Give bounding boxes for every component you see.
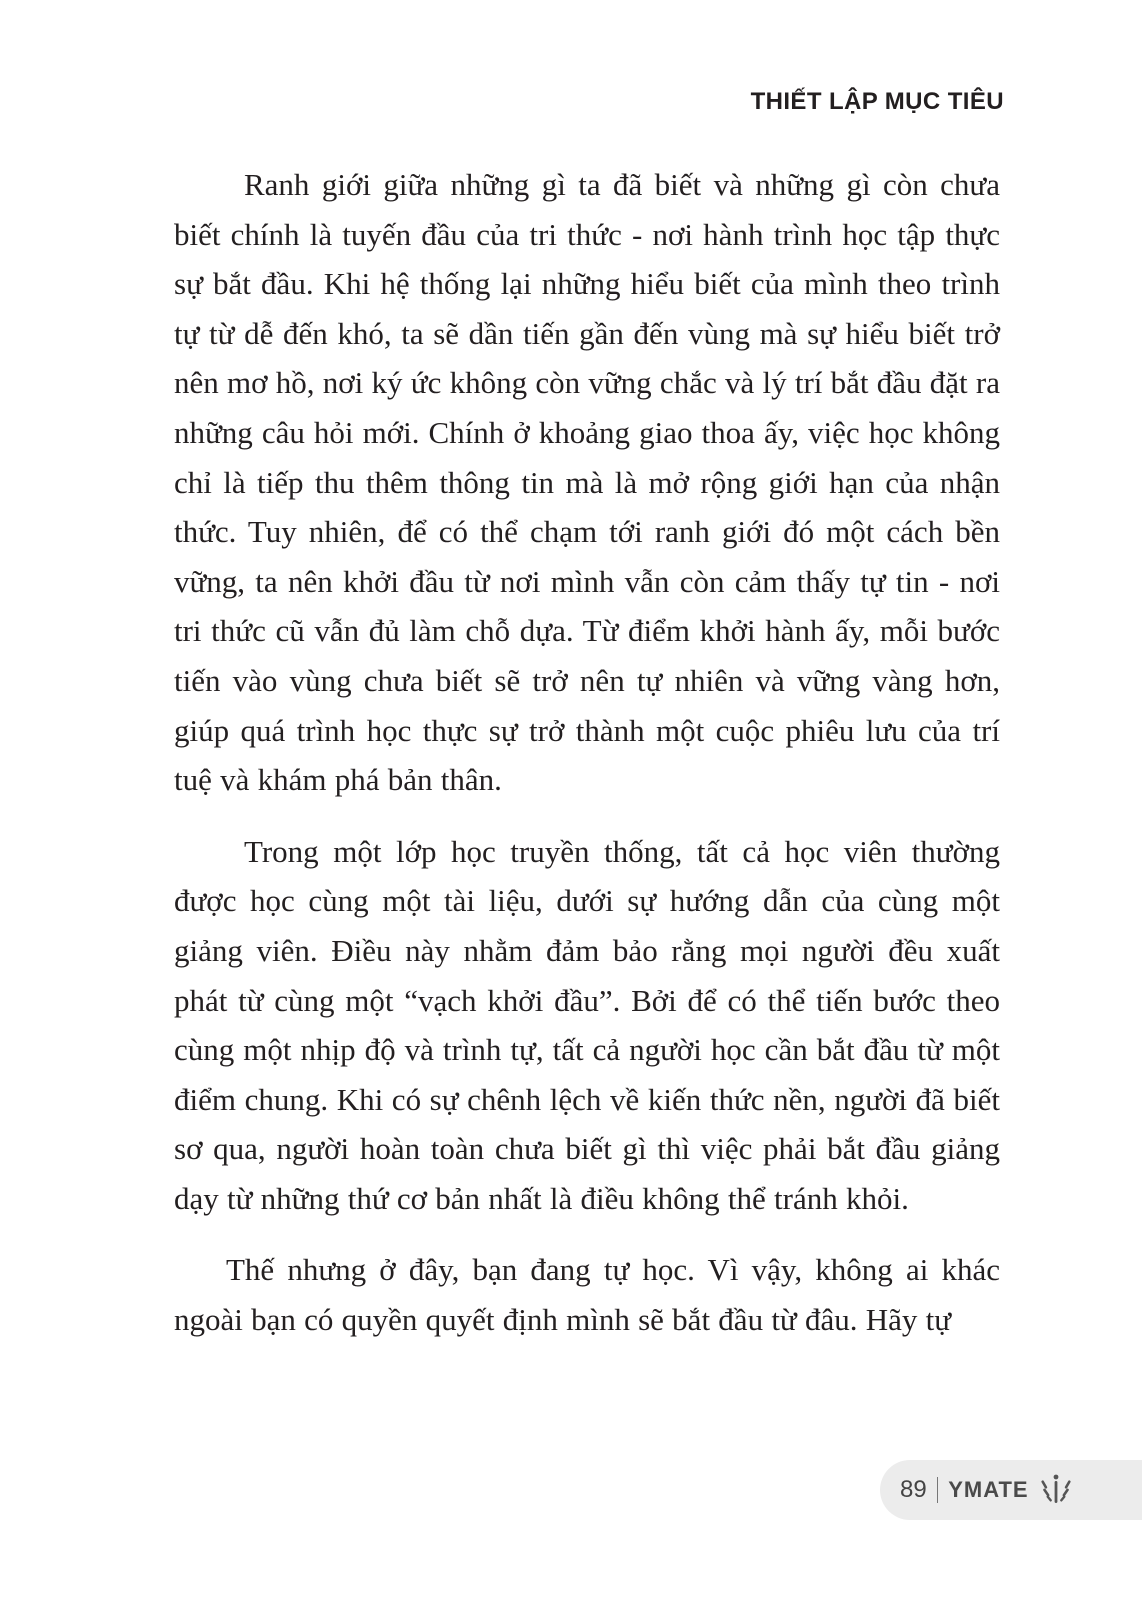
- brand-name: YMATE: [948, 1477, 1029, 1502]
- running-header-title: THIẾT LẬP MỤC TIÊU: [750, 88, 1004, 115]
- paragraph-2: Trong một lớp học truyền thống, tất cả học viên thường được học cùng một tài liệu, dưới sự hướng dẫn của cùng một giảng viên. Điều này nhằm đảm bảo rằng mọi người đều xuất phát từ cùng một “vạch khởi đầu”. Bởi để có thể tiến bước theo cùng một nhịp độ và trình tự, tất cả người học cần bắt đầu từ một điểm chung. Khi có sự chênh lệch về kiến thức nền, người đã biết sơ qua, người hoàn toàn chưa biết gì thì việc phải bắt đầu giảng dạy từ những thứ cơ bản nhất là điều không thể tránh khỏi.: [174, 833, 1000, 1216]
- paragraph-3: Thế nhưng ở đây, bạn đang tự học. Vì vậy, không ai khác ngoài bạn có quyền quyết định mình sẽ bắt đầu từ đâu. Hãy tự: [174, 1252, 1000, 1338]
- paragraph-1: Ranh giới giữa những gì ta đã biết và những gì còn chưa biết chính là tuyến đầu của tri thức - nơi hành trình học tập thực sự bắt đầu. Khi hệ thống lại những hiểu biết của mình theo trình tự từ dễ đến khó, ta sẽ dần tiến gần đến vùng mà sự hiểu biết trở nên mơ hồ, nơi ký ức không còn vững chắc và lý trí bắt đầu đặt ra những câu hỏi mới. Chính ở khoảng giao thoa ấy, việc học không chỉ là tiếp thu thêm thông tin mà là mở rộng giới hạn của nhận thức. Tuy nhiên, để có thể chạm tới ranh giới đó một cách bền vững, ta nên khởi đầu từ nơi mình vẫn còn cảm thấy tự tin - nơi tri thức cũ vẫn đủ làm chỗ dựa. Từ điểm khởi hành ấy, mỗi bước tiến vào vùng chưa biết sẽ trở nên tự nhiên và vững vàng hơn, giúp quá trình học thực sự trở thành một cuộc phiêu lưu của trí tuệ và khám phá bản thân.: [174, 167, 1000, 798]
- body-text: [174, 160, 1000, 1345]
- ymate-logo-icon: [1039, 1473, 1073, 1507]
- footer-divider: [937, 1477, 939, 1503]
- footer-page-tab: [880, 1460, 1142, 1520]
- page-number: 89: [900, 1476, 927, 1503]
